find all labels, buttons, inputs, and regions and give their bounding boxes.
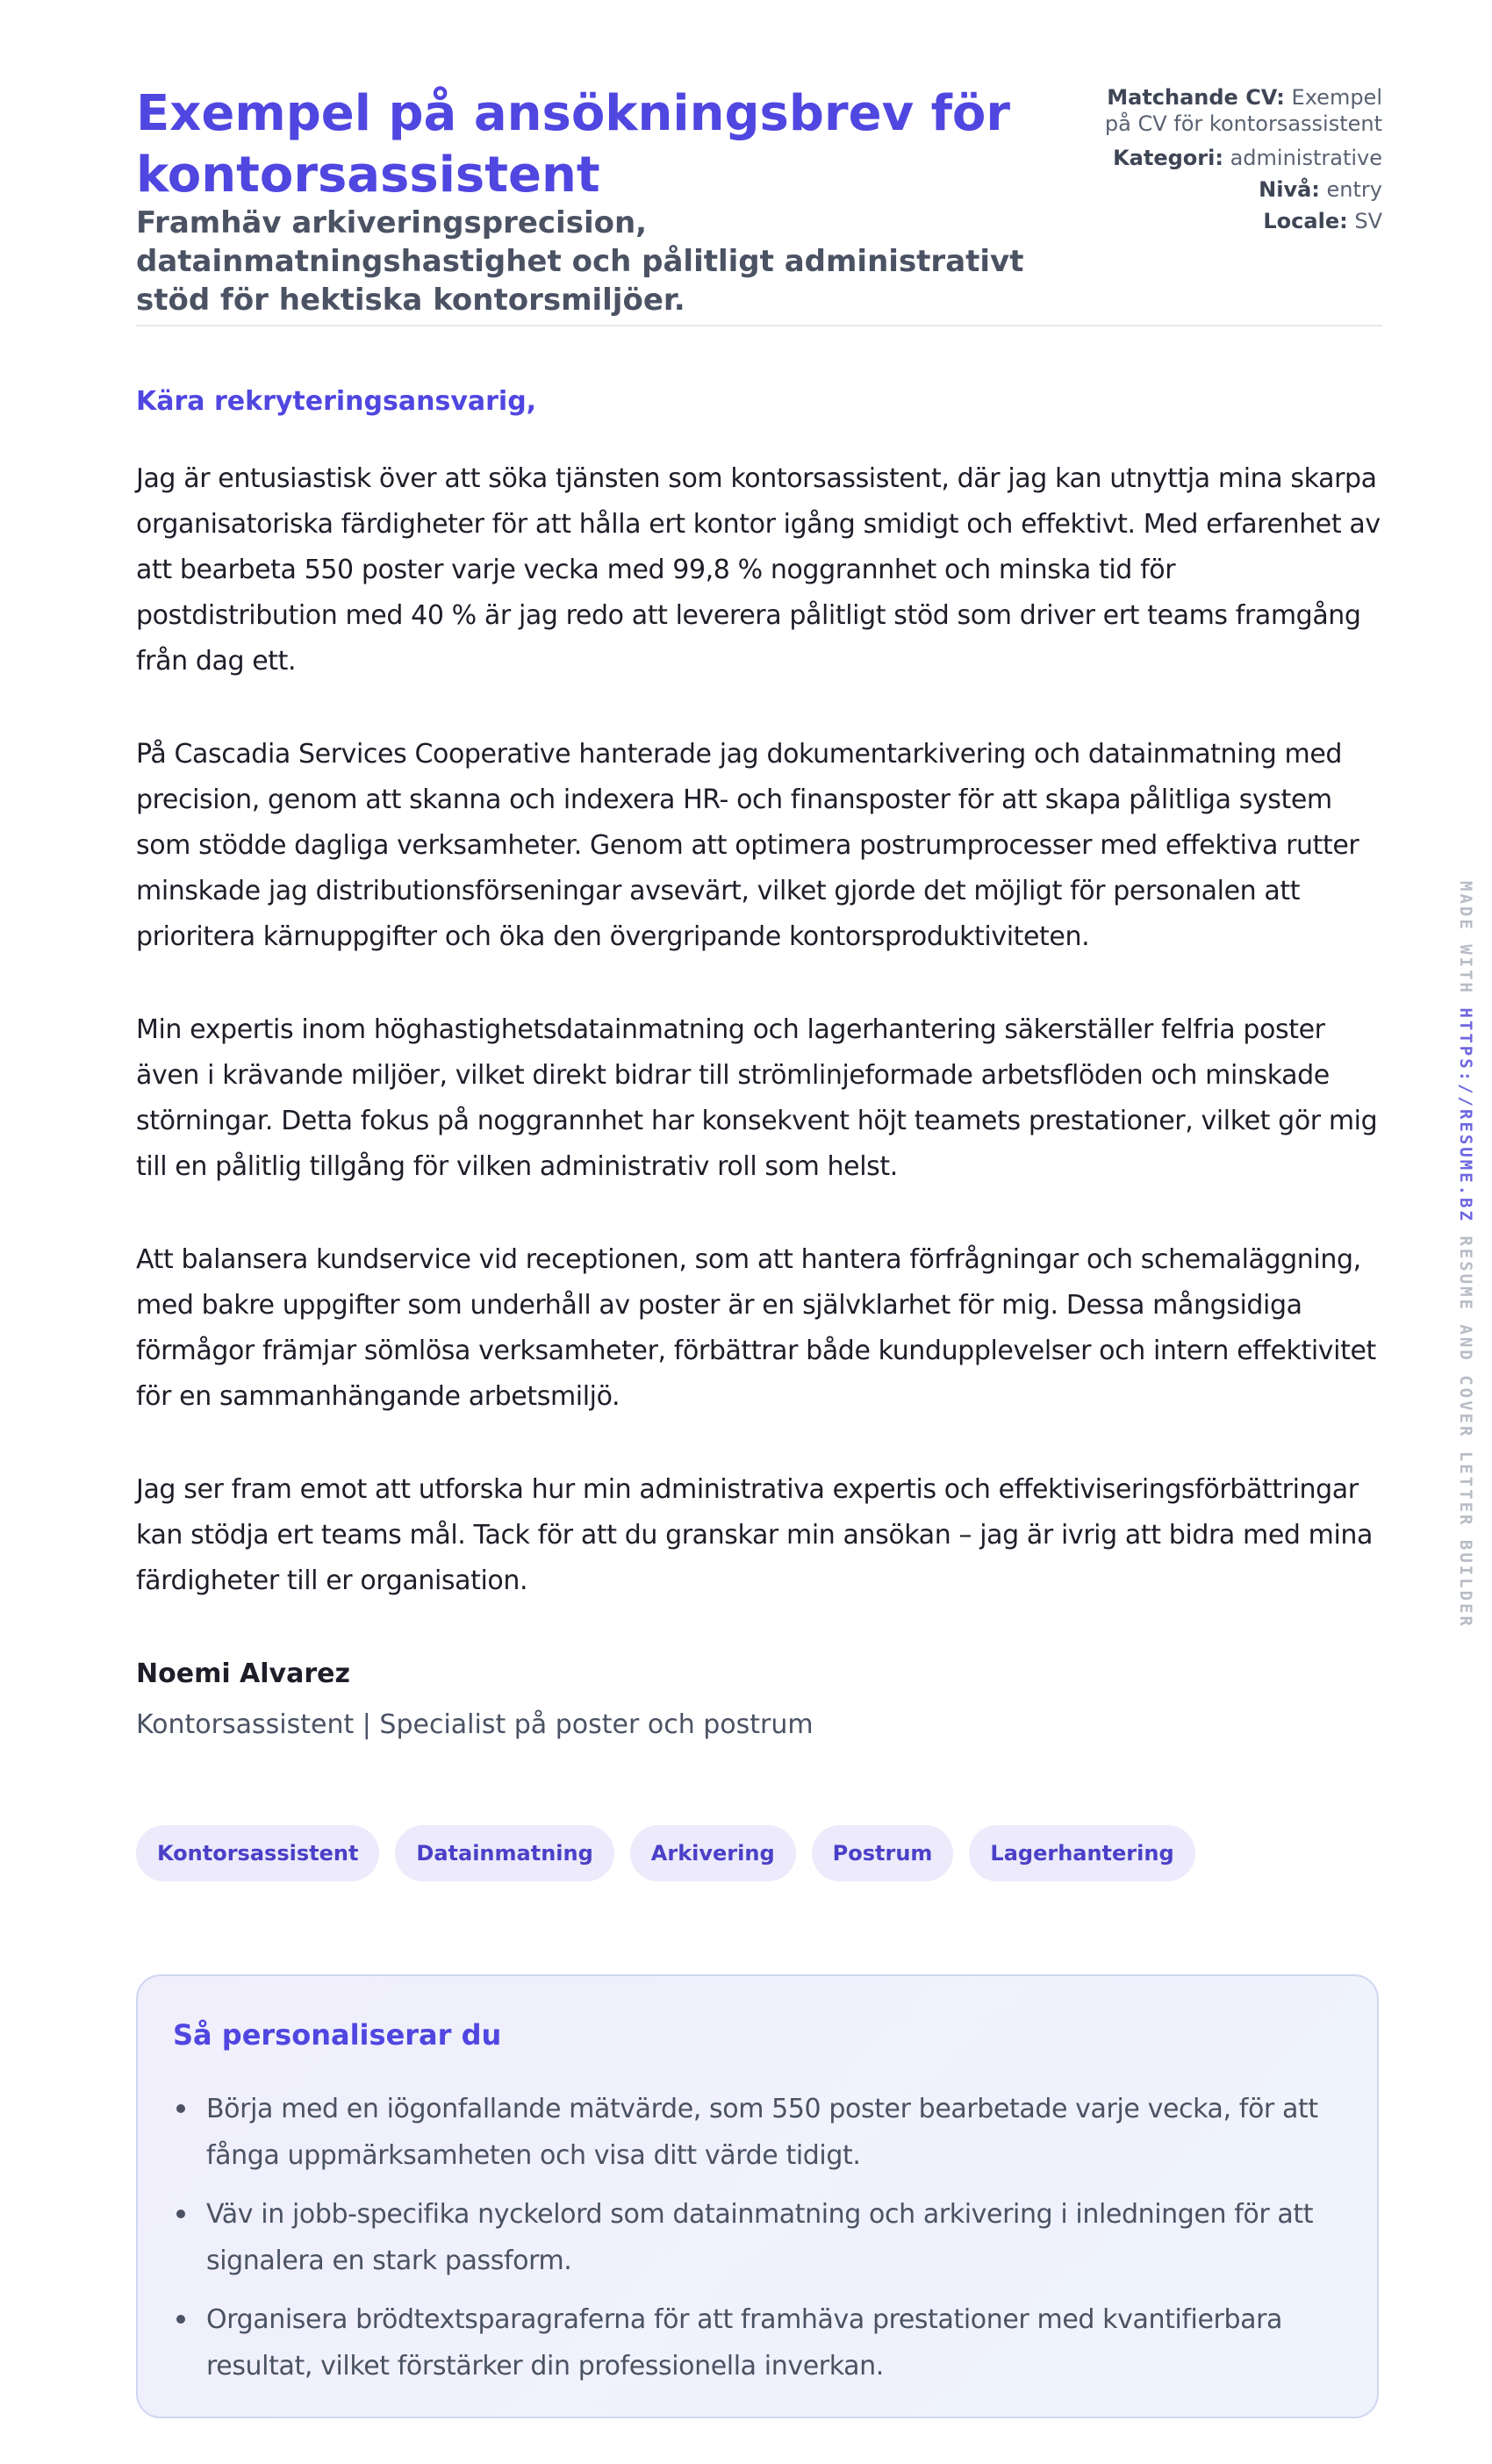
- page-title: Exempel på ansökningsbrev för kontorsassistent: [136, 85, 1011, 204]
- meta-panel: [1093, 84, 1382, 237]
- letter-paragraph: Att balansera kundservice vid receptionen, som att hantera förfrågningar och schemaläggning, med bakre uppgifter som underhåll av poster är en självklarhet för mig. Dessa mångsidiga förmågor främjar sömlösa verksamheter, förbättrar både kundupplevelser och intern effektivitet för en sammanhängande arbetsmiljö.: [136, 1244, 1376, 1412]
- meta-level-label: Nivå:: [1259, 177, 1320, 202]
- tag-chip[interactable]: Arkivering: [630, 1825, 796, 1881]
- tag-chip[interactable]: Kontorsassistent: [136, 1825, 379, 1881]
- letter-paragraph: Min expertis inom höghastighetsdatainmatning och lagerhantering säkerställer felfria poster även i krävande miljöer, vilket direkt bidrar till strömlinjeformade arbetsflöden och minskade störningar. Detta fokus på noggrannhet har konsekvent höjt teamets prestationer, vilket gör mig till en pålitlig tillgång för vilken administrativ roll som helst.: [136, 1014, 1378, 1182]
- tag-list: [136, 1825, 1195, 1881]
- meta-level: [1093, 174, 1382, 205]
- meta-locale-label: Locale:: [1263, 209, 1348, 233]
- tag-chip[interactable]: Datainmatning: [395, 1825, 613, 1881]
- bullet-icon: [176, 2315, 185, 2324]
- vertical-credit: [1456, 881, 1475, 1629]
- meta-category-value: administrative: [1230, 146, 1382, 170]
- credit-suffix: RESUME AND COVER LETTER BUILDER: [1456, 1236, 1475, 1629]
- tips-item-text: Väv in jobb-specifika nyckelord som datainmatning och arkivering i inledningen för att signalera en stark passform.: [206, 2199, 1314, 2276]
- tips-item: [173, 2191, 1331, 2284]
- tag-chip[interactable]: Lagerhantering: [969, 1825, 1194, 1881]
- credit-prefix: MADE WITH: [1456, 881, 1475, 995]
- letter-salutation: Kära rekryteringsansvarig,: [136, 386, 537, 417]
- tips-item: [173, 2086, 1331, 2179]
- tips-item-text: Börja med en iögonfallande mätvärde, som 550 poster bearbetade varje vecka, för att fånga uppmärksamheten och visa ditt värde tidigt.: [206, 2094, 1318, 2171]
- meta-cv-label: Matchande CV:: [1107, 85, 1285, 110]
- letter-paragraph: Jag ser fram emot att utforska hur min administrativa expertis och effektiviseringsförbättringar kan stödja ert teams mål. Tack för att du granskar min ansökan – jag är ivrig att bidra med mina färdigheter till er organisation.: [136, 1474, 1374, 1596]
- meta-locale-value: SV: [1354, 209, 1382, 233]
- meta-matching-cv: [1093, 84, 1382, 137]
- meta-locale: [1093, 205, 1382, 237]
- tips-item-text: Organisera brödtextsparagraferna för att framhäva prestationer med kvantifierbara resultat, vilket förstärker din professionella inverkan.: [206, 2304, 1283, 2382]
- signer-title: Kontorsassistent | Specialist på poster och postrum: [136, 1709, 814, 1740]
- bullet-icon: [176, 2210, 185, 2218]
- tips-title: Så personaliserar du: [173, 2018, 502, 2052]
- tips-item: [173, 2296, 1331, 2389]
- signer-name: Noemi Alvarez: [136, 1658, 350, 1689]
- meta-category: [1093, 142, 1382, 174]
- meta-category-label: Kategori:: [1113, 146, 1223, 170]
- meta-level-value: entry: [1326, 177, 1382, 202]
- letter-paragraph: På Cascadia Services Cooperative hanterade jag dokumentarkivering och datainmatning med precision, genom att skanna och indexera HR- och finansposter för att skapa pålitliga system som stödde dagliga verksamheter. Genom att optimera postrumprocesser med effektiva rutter minskade jag distributionsförseningar avsevärt, vilket gjorde det möjligt för personalen att prioritera kärnuppgifter och öka den övergripande kontorsproduktiviteten.: [136, 739, 1359, 952]
- personalize-tips-box: [136, 1974, 1379, 2418]
- page-header: [136, 0, 1382, 326]
- cover-letter-page: [136, 0, 1382, 2382]
- credit-link[interactable]: HTTPS://RESUME.BZ: [1456, 1007, 1475, 1223]
- bullet-icon: [176, 2104, 185, 2113]
- meta-cv-link[interactable]: Exempel på CV för kontorsassistent: [1104, 85, 1382, 136]
- tag-chip[interactable]: Postrum: [812, 1825, 954, 1881]
- tips-list: [173, 2086, 1331, 2402]
- letter-paragraph: Jag är entusiastisk över att söka tjänsten som kontorsassistent, där jag kan utnyttja mina skarpa organisatoriska färdigheter för att hålla ert kontor igång smidigt och effektivt. Med erfarenhet av att bearbeta 550 poster varje vecka med 99,8 % noggrannhet och minska tid för postdistribution med 40 % är jag redo att leverera pålitligt stöd som driver ert teams framgång från dag ett.: [136, 463, 1381, 677]
- letter-body: [136, 456, 1382, 1651]
- page-subtitle: Framhäv arkiveringsprecision, datainmatningshastighet och pålitligt administrativt stöd för hektiska kontorsmiljöer.: [136, 205, 1024, 318]
